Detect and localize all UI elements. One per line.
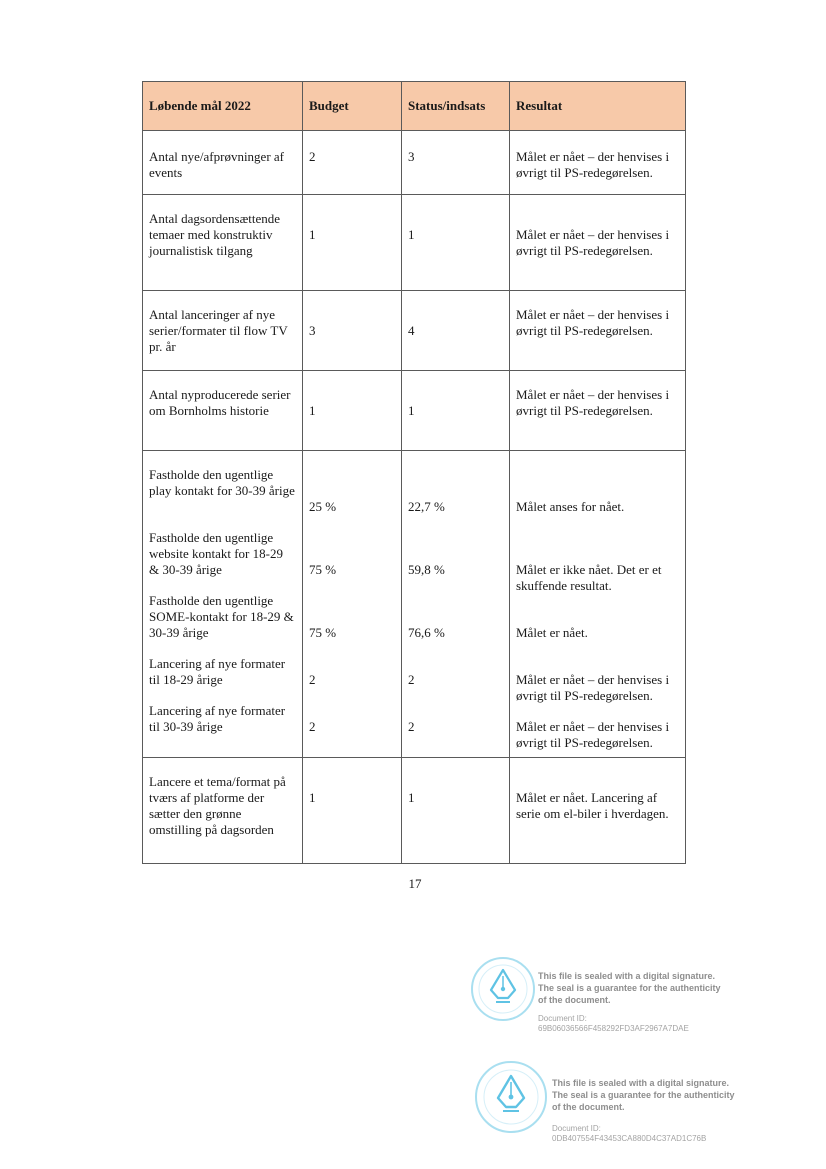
seal-pen-icon bbox=[474, 1060, 548, 1134]
seal-line-2: The seal is a guarantee for the authenticity bbox=[552, 1090, 735, 1100]
result-cell: Målet er nået – der henvises i øvrigt til PS-redegørelsen. bbox=[510, 131, 686, 195]
digital-seal bbox=[470, 956, 770, 1036]
seal-line-1: This file is sealed with a digital signature. bbox=[552, 1078, 730, 1088]
budget-group-cell bbox=[303, 451, 402, 758]
status-entry: 22,7 % bbox=[408, 499, 445, 514]
seal-line-3: of the document. bbox=[552, 1102, 625, 1112]
result-cell: Målet er nået – der henvises i øvrigt til PS-redegørelsen. bbox=[510, 195, 686, 291]
header-goal: Løbende mål 2022 bbox=[143, 82, 303, 131]
seal-pen-icon bbox=[470, 956, 536, 1022]
goal-cell: Antal nye/afprøvninger af events bbox=[143, 131, 303, 195]
result-entry: Målet er nået. bbox=[516, 625, 588, 640]
seal-document-id bbox=[538, 1014, 768, 1034]
goal-entry: Fastholde den ugentlige website kontakt for 18-29 & 30-39 årige bbox=[149, 530, 283, 577]
result-entry: Målet anses for nået. bbox=[516, 499, 625, 514]
goal-cell: Lancere et tema/format på tværs af platforme der sætter den grønne omstilling på dagsorden bbox=[143, 758, 303, 864]
budget-entry: 2 bbox=[309, 672, 316, 687]
header-status: Status/indsats bbox=[402, 82, 510, 131]
seal-text bbox=[552, 1077, 772, 1113]
status-cell: 1 bbox=[402, 195, 510, 291]
status-cell: 3 bbox=[402, 131, 510, 195]
budget-cell: 2 bbox=[303, 131, 402, 195]
goal-entry: Lancering af nye formater til 18-29 årige bbox=[149, 656, 286, 687]
goal-group-cell bbox=[143, 451, 303, 758]
status-cell: 1 bbox=[402, 371, 510, 451]
result-cell: Målet er nået – der henvises i øvrigt til PS-redegørelsen. bbox=[510, 371, 686, 451]
seal-line-2: The seal is a guarantee for the authenticity bbox=[538, 983, 721, 993]
budget-cell: 3 bbox=[303, 291, 402, 371]
status-cell: 4 bbox=[402, 291, 510, 371]
document-id-label: Document ID: bbox=[538, 1014, 587, 1023]
budget-entry: 75 % bbox=[309, 625, 337, 640]
header-result: Resultat bbox=[510, 82, 686, 131]
status-entry: 2 bbox=[408, 672, 415, 687]
budget-cell: 1 bbox=[303, 371, 402, 451]
budget-entry: 25 % bbox=[309, 499, 337, 514]
result-entry: Målet er nået – der henvises i øvrigt til PS-redegørelsen. bbox=[516, 672, 670, 703]
goal-cell: Antal nyproducerede serier om Bornholms historie bbox=[143, 371, 303, 451]
page-number: 17 bbox=[408, 876, 422, 891]
document-id-value: 0DB407554F43453CA880D4C37AD1C76B bbox=[552, 1134, 707, 1143]
result-group-cell bbox=[510, 451, 686, 758]
result-cell: Målet er nået – der henvises i øvrigt til PS-redegørelsen. bbox=[510, 291, 686, 371]
seal-line-1: This file is sealed with a digital signature. bbox=[538, 971, 716, 981]
status-entry: 2 bbox=[408, 719, 415, 734]
goal-entry: Lancering af nye formater til 30-39 årige bbox=[149, 703, 286, 734]
status-entry: 59,8 % bbox=[408, 562, 445, 577]
table-row bbox=[143, 291, 686, 371]
table-header-row bbox=[143, 82, 686, 131]
table-row bbox=[143, 758, 686, 864]
budget-cell: 1 bbox=[303, 195, 402, 291]
document-id-value: 69B06036566F458292FD3AF2967A7DAE bbox=[538, 1024, 689, 1033]
budget-entry: 75 % bbox=[309, 562, 337, 577]
header-budget: Budget bbox=[303, 82, 402, 131]
goal-entry: Fastholde den ugentlige play kontakt for 30-39 årige bbox=[149, 467, 295, 498]
result-entry: Målet er ikke nået. Det er et skuffende resultat. bbox=[516, 562, 662, 593]
digital-seal bbox=[474, 1060, 774, 1150]
budget-entry: 2 bbox=[309, 719, 316, 734]
result-cell: Målet er nået. Lancering af serie om el-biler i hverdagen. bbox=[510, 758, 686, 864]
table-row bbox=[143, 371, 686, 451]
result-entry: Målet er nået – der henvises i øvrigt til PS-redegørelsen. bbox=[516, 719, 670, 750]
status-cell: 1 bbox=[402, 758, 510, 864]
goals-table bbox=[142, 81, 686, 864]
status-entry: 76,6 % bbox=[408, 625, 445, 640]
budget-cell: 1 bbox=[303, 758, 402, 864]
table-row bbox=[143, 131, 686, 195]
goal-cell: Antal dagsordensættende temaer med konstruktiv journalistisk tilgang bbox=[143, 195, 303, 291]
table-row-grouped bbox=[143, 451, 686, 758]
seal-line-3: of the document. bbox=[538, 995, 611, 1005]
status-group-cell bbox=[402, 451, 510, 758]
goal-entry: Fastholde den ugentlige SOME-kontakt for 18-29 & 30-39 årige bbox=[149, 593, 294, 640]
seal-document-id bbox=[552, 1124, 772, 1144]
table-row bbox=[143, 195, 686, 291]
document-id-label: Document ID: bbox=[552, 1124, 601, 1133]
goal-cell: Antal lanceringer af nye serier/formater til flow TV pr. år bbox=[143, 291, 303, 371]
seal-text bbox=[538, 970, 758, 1006]
